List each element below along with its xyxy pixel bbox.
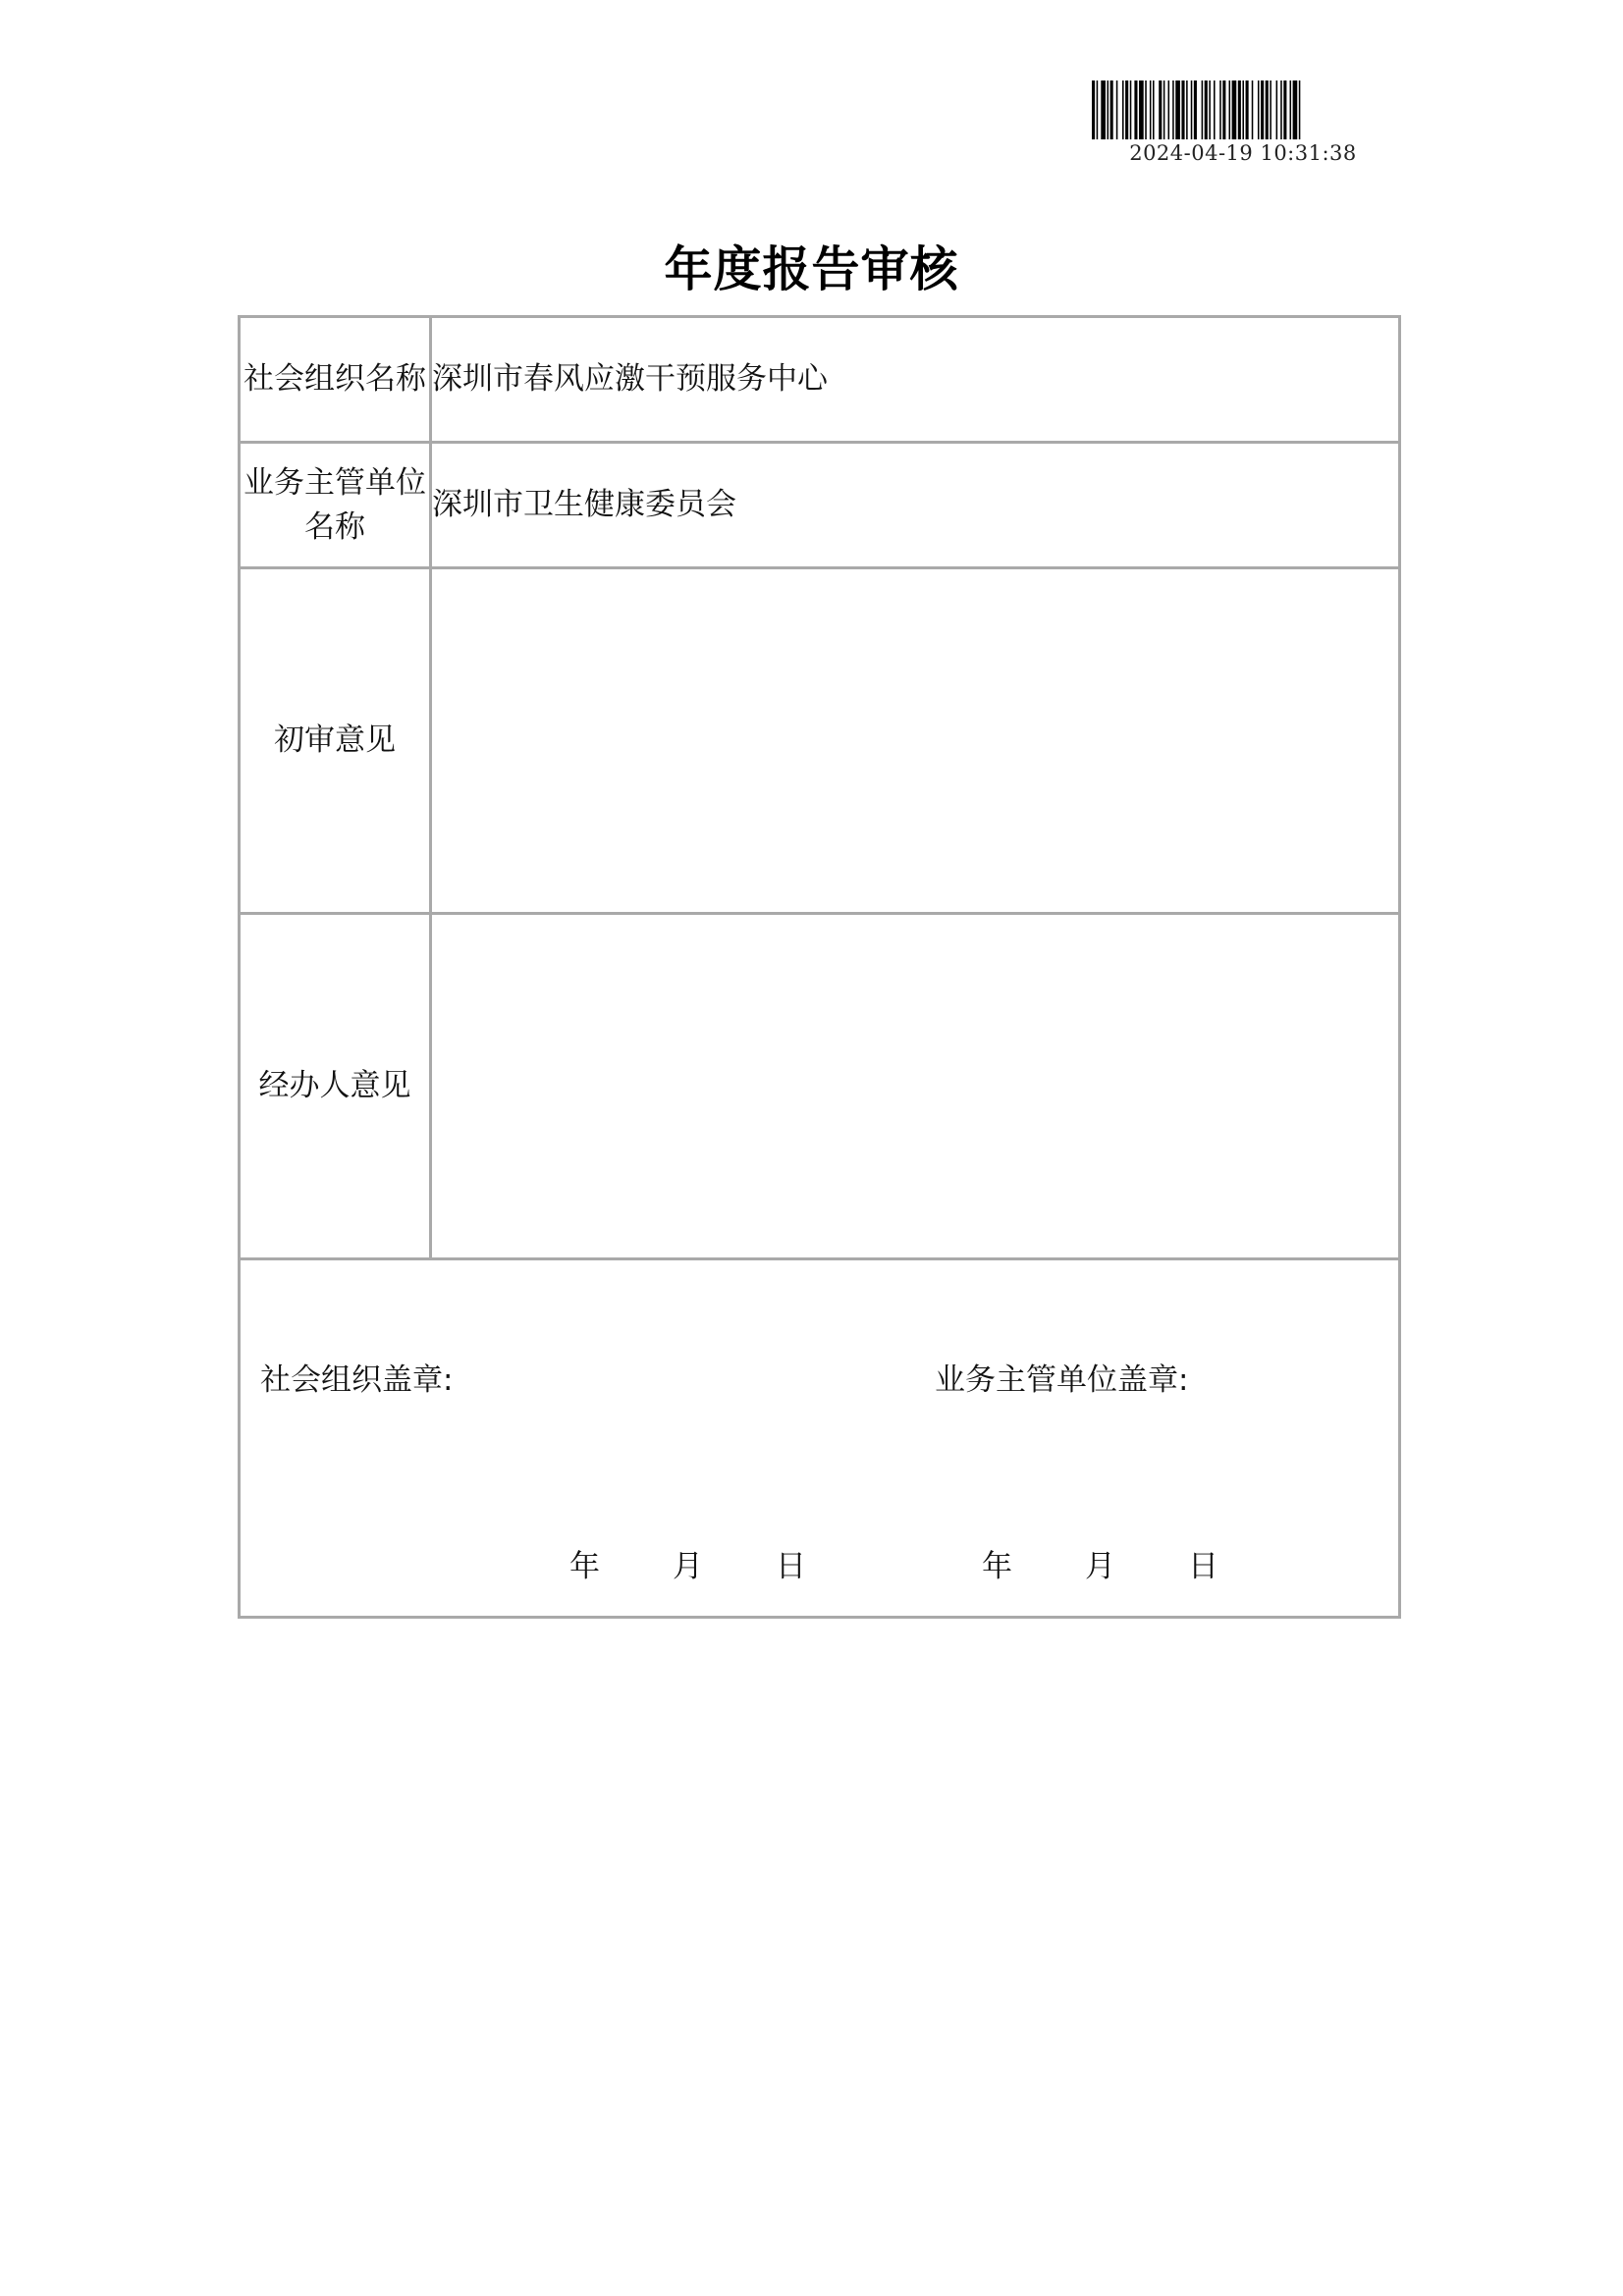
org-seal-day: 日: [776, 1549, 806, 1584]
table-row-org-name: [240, 317, 1400, 443]
table-row-preliminary-opinion: [240, 568, 1400, 914]
org-seal-year: 年: [569, 1549, 600, 1584]
org-name-value: 深圳市春风应激干预服务中心: [431, 317, 1400, 443]
audit-form-table: [238, 315, 1401, 1619]
barcode-block: [1092, 80, 1394, 169]
org-name-label: 社会组织名称: [240, 317, 431, 443]
preliminary-opinion-label: 初审意见: [240, 568, 431, 914]
authority-name-value: 深圳市卫生健康委员会: [431, 443, 1400, 568]
table-row-authority-name: [240, 443, 1400, 568]
authority-seal-day: 日: [1188, 1549, 1218, 1584]
barcode-image: [1092, 80, 1394, 139]
handler-opinion-label: 经办人意见: [240, 914, 431, 1259]
authority-seal-year: 年: [982, 1549, 1012, 1584]
barcode-timestamp: 2024-04-19 10:31:38: [1129, 141, 1357, 165]
org-seal-label: 社会组织盖章:: [260, 1362, 454, 1398]
table-row-handler-opinion: [240, 914, 1400, 1259]
authority-name-label: 业务主管单位名称: [240, 443, 431, 568]
seal-section: [240, 1259, 1400, 1618]
handler-opinion-field[interactable]: [431, 914, 1400, 1259]
document-title: 年度报告审核: [664, 241, 959, 297]
table-row-seals: [240, 1259, 1400, 1618]
preliminary-opinion-field[interactable]: [431, 568, 1400, 914]
org-seal-month: 月: [673, 1549, 703, 1584]
authority-seal-label: 业务主管单位盖章:: [935, 1362, 1189, 1398]
authority-seal-month: 月: [1085, 1549, 1115, 1584]
